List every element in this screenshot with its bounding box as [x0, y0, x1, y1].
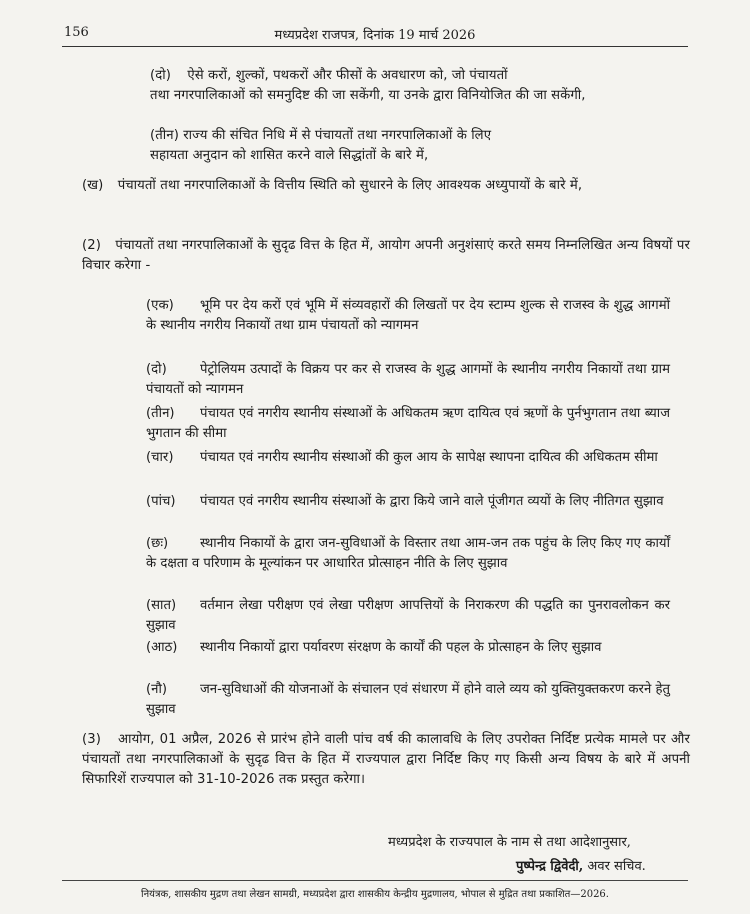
sub-item	[146, 534, 670, 574]
page-number: 156	[64, 25, 89, 40]
section-marker: (ख)	[82, 178, 104, 193]
page-header	[62, 22, 688, 47]
sub-item-text: स्थानीय निकायों के द्वारा जन-सुविधाओं के विस्तार तथा आम-जन तक पहुंच के लिए किए गए कार्यों के दक्षता व परिणाम के मूल्यांकन पर आधारित प्रोत्साहन नीति के लिए सुझाव	[146, 536, 670, 571]
footer-divider	[62, 880, 688, 881]
sub-item-text: जन-सुविधाओं की योजनाओं के संचालन एवं संधारण में होने वाले व्यय को युक्तियुक्तकरण करने हेतु सुझाव	[146, 682, 670, 717]
sub-item-marker: (नौ)	[146, 682, 168, 697]
sub-item-marker: (सात)	[146, 598, 177, 613]
clause-teen-cont	[150, 146, 690, 166]
sub-item	[146, 448, 670, 468]
sub-item	[146, 296, 670, 336]
section-marker: (2)	[82, 238, 101, 253]
clause-text: ऐसे करों, शुल्कों, पथकरों और फीसों के अवधारण को, जो पंचायतों	[187, 68, 508, 83]
sub-item-text: स्थानीय निकायों द्वारा पर्यावरण संरक्षण के कार्यों की पहल के प्रोत्साहन के लिए सुझाव	[200, 640, 602, 655]
sub-item-marker: (आठ)	[146, 640, 178, 655]
signatory-name: पुष्पेन्द्र द्विवेदी,	[516, 859, 584, 874]
sub-item-marker: (चार)	[146, 450, 174, 465]
section-kha	[82, 176, 690, 196]
section-2	[82, 236, 690, 276]
sub-item-marker: (एक)	[146, 298, 174, 313]
signature-block	[516, 856, 646, 874]
sub-item-text: पंचायत एवं नगरीय स्थानीय संस्थाओं की कुल आय के सापेक्ष स्थापना दायित्व की अधिकतम सीमा	[200, 450, 658, 465]
signature-authority: मध्यप्रदेश के राज्यपाल के नाम से तथा आदेशानुसार,	[388, 835, 631, 850]
clause-do	[150, 66, 690, 86]
sub-item-text: पंचायत एवं नगरीय स्थानीय संस्थाओं के द्वारा किये जाने वाले पूंजीगत व्ययों के लिए नीतिगत सुझाव	[200, 494, 664, 509]
clause-text: राज्य की संचित निधि में से पंचायतों तथा नगरपालिकाओं के लिए	[183, 128, 492, 143]
sub-item-text: पेट्रोलियम उत्पादों के विक्रय पर कर से राजस्व के शुद्ध आगमों के स्थानीय नगरीय निकायों तथा ग्राम पंचायतों को न्यागमन	[146, 362, 670, 397]
sub-item-text: वर्तमान लेखा परीक्षण एवं लेखा परीक्षण आपत्तियों के निराकरण की पद्धति का पुनरावलोकन कर सुझाव	[146, 598, 670, 633]
section-text: पंचायतों तथा नगरपालिकाओं के वित्तीय स्थिति को सुधारने के लिए आवश्यक अध्युपायों के बारे में,	[117, 178, 583, 193]
clause-text-cont: सहायता अनुदान को शासित करने वाले सिद्धांतों के बारे में,	[150, 148, 429, 163]
gazette-title: मध्यप्रदेश राजपत्र, दिनांक 19 मार्च 2026	[274, 28, 476, 43]
clause-text-cont: तथा नगरपालिकाओं को समनुदिष्ट की जा सकेंगी, या उनके द्वारा विनियोजित की जा सकेंगी,	[150, 88, 586, 103]
sub-item-marker: (छः)	[146, 536, 169, 551]
section-text: पंचायतों तथा नगरपालिकाओं के सुदृढ वित्त के हित में, आयोग अपनी अनुशंसाएं करते समय निम्नलिखित अन्य विषयों पर विचार करेगा -	[82, 238, 690, 273]
clause-marker: (तीन)	[150, 128, 179, 143]
printer-footer: नियंत्रक, शासकीय मुद्रण तथा लेखन सामग्री, मध्यप्रदेश द्वारा शासकीय केन्द्रीय मुद्रणालय, भोपाल से मुद्रित तथा प्रकाशित—2026.	[141, 889, 609, 900]
sub-item	[146, 360, 670, 400]
sub-item	[146, 404, 670, 444]
sub-item-marker: (पांच)	[146, 494, 176, 509]
clause-do-cont	[150, 86, 690, 106]
sub-item-marker: (दो)	[146, 362, 167, 377]
section-text: आयोग, 01 अप्रैल, 2026 से प्रारंभ होने वाली पांच वर्ष की कालावधि के लिए उपरोक्त निर्दिष्ट प्रत्येक मामले पर और पंचायतों तथा नगरपालिकाओं के सुदृढ वित्त के हित में राज्यपाल द्वारा निर्दिष्ट किए गए किसी अन्य विषय के बारे में अपनी सिफारिशें राज्यपाल को 31-10-2026 तक प्रस्तुत करेगा।	[82, 732, 690, 787]
sub-item	[146, 638, 670, 658]
clause-teen	[150, 126, 690, 146]
signatory-designation: अवर सचिव.	[587, 859, 646, 874]
clause-marker: (दो)	[150, 68, 172, 83]
sub-item-text: पंचायत एवं नगरीय स्थानीय संस्थाओं के अधिकतम ऋण दायित्व एवं ऋणों के पुर्नभुगतान तथा ब्याज भुगतान की सीमा	[146, 406, 670, 441]
sub-item	[146, 492, 670, 512]
sub-item-marker: (तीन)	[146, 406, 175, 421]
section-3	[82, 730, 690, 790]
sub-item-text: भूमि पर देय करों एवं भूमि में संव्यवहारों की लिखतों पर देय स्टाम्प शुल्क से राजस्व के शुद्ध आगमों के स्थानीय नगरीय निकायों तथा ग्राम पंचायतों को न्यागमन	[146, 298, 670, 333]
sub-item	[146, 596, 670, 636]
sub-item	[146, 680, 670, 720]
section-marker: (3)	[82, 732, 101, 747]
